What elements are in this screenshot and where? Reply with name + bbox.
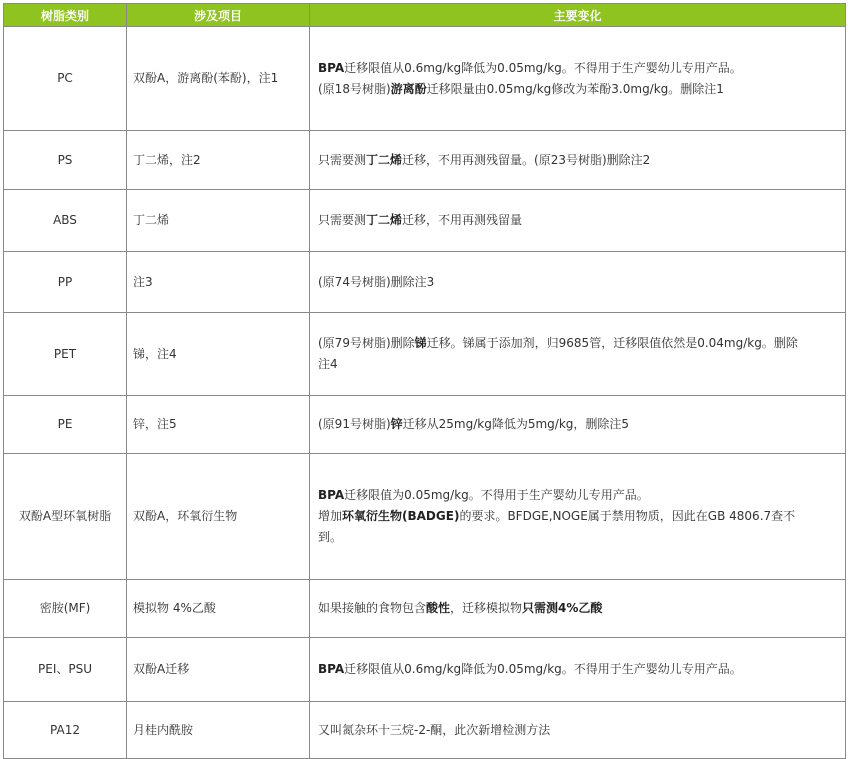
- resin-name-cell: ABS: [4, 190, 127, 252]
- change-text: 迁移限值为0.05mg/kg。不得用于生产婴幼儿专用产品。: [344, 488, 649, 502]
- change-text: 到。: [318, 530, 343, 544]
- items-cell: 双酚A，游离酚(苯酚)，注1: [127, 27, 310, 131]
- change-text-bold: BPA: [318, 662, 345, 676]
- change-cell: [310, 580, 846, 638]
- change-cell: [310, 702, 846, 759]
- change-text-bold: 游离酚: [390, 81, 427, 96]
- change-line: [318, 598, 837, 619]
- change-text: 又叫氮杂环十三烷-2-酮，此次新增检测方法: [318, 722, 551, 737]
- table-row: [4, 252, 846, 313]
- change-text: 增加: [318, 509, 343, 523]
- table-row: [4, 313, 846, 396]
- change-text-bold: 锑: [414, 336, 427, 350]
- change-cell: [310, 252, 846, 313]
- change-cell: [310, 131, 846, 190]
- change-text: 迁移限值从0.6mg/kg降低为0.05mg/kg。不得用于生产婴幼儿专用产品。: [344, 60, 742, 75]
- header-main-changes: 主要变化: [310, 4, 846, 27]
- change-text: (原79号树脂)删除: [318, 336, 415, 350]
- change-line: [318, 210, 837, 231]
- resin-name-cell: PC: [4, 27, 127, 131]
- change-text: 迁移限量由0.05mg/kg修改为苯酚3.0mg/kg。删除注1: [426, 81, 724, 96]
- change-line: [318, 333, 837, 354]
- change-text-bold: 锌: [390, 417, 403, 431]
- change-cell: [310, 638, 846, 702]
- resin-name-cell: PS: [4, 131, 127, 190]
- header-items: 涉及项目: [127, 4, 310, 27]
- items-cell: 丁二烯: [127, 190, 310, 252]
- change-cell: [310, 454, 846, 580]
- change-line: [318, 272, 837, 293]
- resin-name-cell: PA12: [4, 702, 127, 759]
- change-cell: [310, 190, 846, 252]
- table-row: [4, 454, 846, 580]
- resin-name-cell: 双酚A型环氧树脂: [4, 454, 127, 580]
- resin-name-cell: PE: [4, 396, 127, 454]
- change-cell: [310, 313, 846, 396]
- change-line: [318, 720, 837, 741]
- change-line: [318, 58, 837, 79]
- items-cell: 月桂内酰胺: [127, 702, 310, 759]
- change-text: ，迁移模拟物: [450, 601, 523, 615]
- table-row: [4, 580, 846, 638]
- resin-name-cell: PP: [4, 252, 127, 313]
- table-row: [4, 638, 846, 702]
- table-row: [4, 702, 846, 759]
- resin-name-cell: PEI、PSU: [4, 638, 127, 702]
- change-text: 迁移，不用再测残留量: [402, 213, 523, 227]
- change-text-bold: 丁二烯: [366, 152, 403, 167]
- change-text-bold: 丁二烯: [366, 213, 403, 227]
- table-row: [4, 190, 846, 252]
- change-text: (原18号树脂): [318, 81, 391, 96]
- change-line: [318, 485, 837, 506]
- change-text: 迁移。锑属于添加剂，归9685管，迁移限值依然是0.04mg/kg。删除: [426, 336, 798, 350]
- change-line: [318, 506, 837, 527]
- change-cell: [310, 27, 846, 131]
- change-text-bold: BPA: [318, 488, 345, 502]
- change-line: [318, 354, 837, 375]
- items-cell: 双酚A，环氧衍生物: [127, 454, 310, 580]
- resin-changes-table-wrapper: [3, 3, 845, 755]
- header-resin-type: 树脂类别: [4, 4, 127, 27]
- resin-changes-table: [3, 3, 846, 759]
- change-text: (原91号树脂): [318, 417, 391, 431]
- change-text-bold: 只需测4%乙酸: [522, 601, 603, 615]
- items-cell: 丁二烯，注2: [127, 131, 310, 190]
- resin-name-cell: PET: [4, 313, 127, 396]
- change-text: 迁移限值从0.6mg/kg降低为0.05mg/kg。不得用于生产婴幼儿专用产品。: [344, 662, 742, 676]
- table-row: [4, 131, 846, 190]
- items-cell: 注3: [127, 252, 310, 313]
- change-text: 注4: [318, 357, 338, 371]
- change-line: [318, 527, 837, 548]
- change-text: 迁移，不用再测残留量。(原23号树脂)删除注2: [402, 152, 651, 167]
- change-text: 只需要测: [318, 213, 367, 227]
- change-text-bold: 环氧衍生物(BADGE): [342, 509, 460, 523]
- change-text: 迁移从25mg/kg降低为5mg/kg，删除注5: [402, 417, 630, 431]
- change-text-bold: BPA: [318, 60, 345, 75]
- header-row: [4, 4, 846, 27]
- change-line: [318, 150, 837, 171]
- change-cell: [310, 396, 846, 454]
- change-text: 的要求。BFDGE,NOGE属于禁用物质，因此在GB 4806.7查不: [459, 509, 796, 523]
- change-text: (原74号树脂)删除注3: [318, 274, 435, 289]
- items-cell: 锌，注5: [127, 396, 310, 454]
- resin-name-cell: 密胺(MF): [4, 580, 127, 638]
- table-row: [4, 27, 846, 131]
- items-cell: 双酚A迁移: [127, 638, 310, 702]
- change-text-bold: 酸性: [426, 601, 451, 615]
- items-cell: 模拟物 4%乙酸: [127, 580, 310, 638]
- change-line: [318, 414, 837, 435]
- table-row: [4, 396, 846, 454]
- change-line: [318, 79, 837, 100]
- change-line: [318, 659, 837, 680]
- change-text: 如果接触的食物包含: [318, 601, 427, 615]
- change-text: 只需要测: [318, 152, 367, 167]
- items-cell: 锑，注4: [127, 313, 310, 396]
